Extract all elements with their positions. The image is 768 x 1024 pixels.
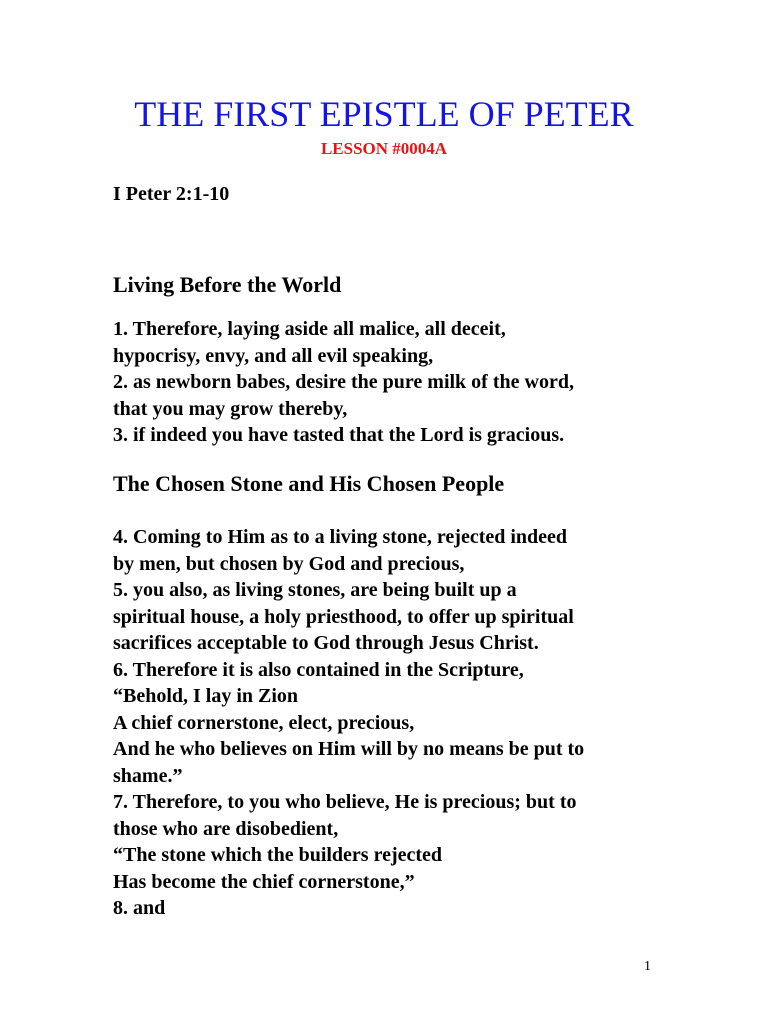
verse-line: spiritual house, a holy priesthood, to offer up spiritual <box>113 605 574 628</box>
verse-line: shame.” <box>113 764 183 787</box>
verse-line: by men, but chosen by God and precious, <box>113 552 465 575</box>
verse-line: 2. as newborn babes, desire the pure milk of the word, <box>113 371 574 393</box>
verse-line: hypocrisy, envy, and all evil speaking, <box>113 344 434 367</box>
verse-line: 6. Therefore it is also contained in the Scripture, <box>113 658 524 681</box>
verse-line: “The stone which the builders rejected <box>113 844 443 866</box>
verse-line: 4. Coming to Him as to a living stone, rejected indeed <box>113 526 568 548</box>
verse-line: those who are disobedient, <box>113 817 339 840</box>
verse-line: Has become the chief cornerstone,” <box>113 870 415 893</box>
verse-line: that you may grow thereby, <box>113 397 348 420</box>
verse-line: “Behold, I lay in Zion <box>113 685 299 707</box>
section-2-verses <box>113 524 673 922</box>
verse-line: And he who believes on Him will by no means be put to <box>113 738 585 760</box>
lesson-number: LESSON #0004A <box>320 139 448 158</box>
verse-line: 5. you also, as living stones, are being built up a <box>113 579 517 601</box>
section-heading-living-before-the-world: Living Before the World <box>113 272 342 297</box>
section-1-verses <box>113 316 673 449</box>
verse-line: 3. if indeed you have tasted that the Lord is gracious. <box>113 424 565 446</box>
section-heading-chosen-stone: The Chosen Stone and His Chosen People <box>113 471 505 496</box>
scripture-reference: I Peter 2:1-10 <box>113 183 230 205</box>
verse-line: A chief cornerstone, elect, precious, <box>113 711 415 734</box>
verse-line: 7. Therefore, to you who believe, He is precious; but to <box>113 791 577 813</box>
verse-line: sacrifices acceptable to God through Jesus Christ. <box>113 632 539 654</box>
document-title: THE FIRST EPISTLE OF PETER <box>134 94 634 134</box>
page-number: 1 <box>644 959 651 974</box>
verse-line: 1. Therefore, laying aside all malice, all deceit, <box>113 318 506 340</box>
verse-line: 8. and <box>113 897 166 919</box>
